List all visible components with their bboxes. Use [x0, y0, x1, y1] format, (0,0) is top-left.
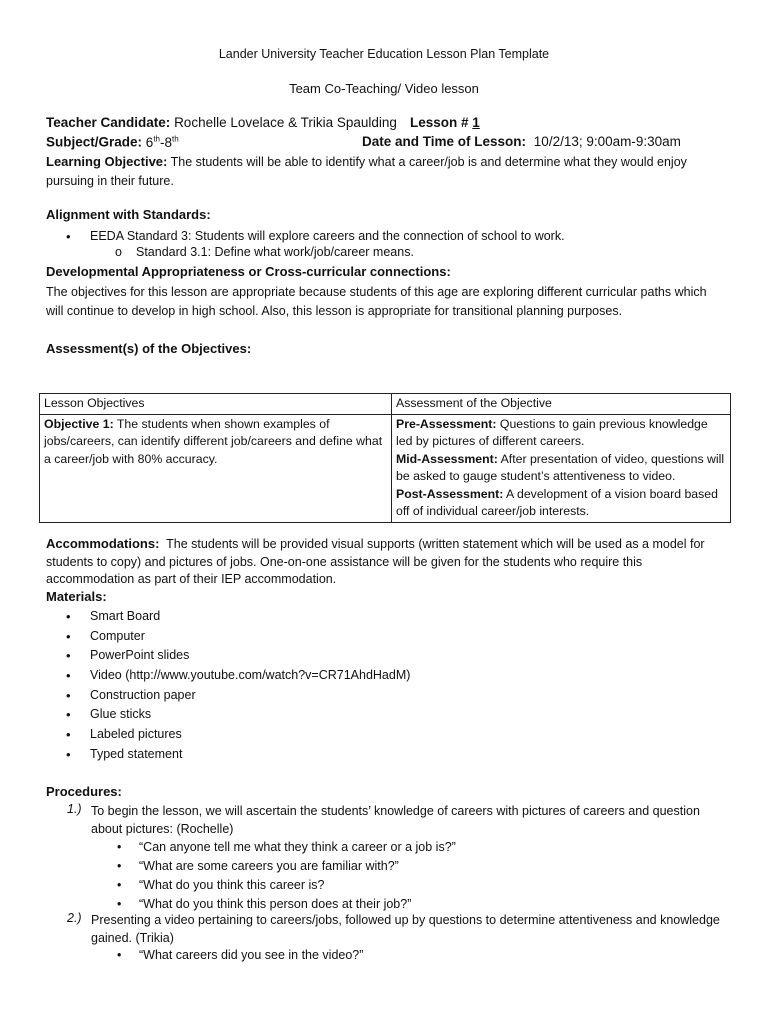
- procedure-step-2-text: Presenting a video pertaining to careers/jobs, followed up by questions to determine attentiveness and knowledge gained. (Trikia): [91, 913, 720, 945]
- assessment-heading: Assessment(s) of the Objectives:: [46, 341, 252, 356]
- materials-list: [66, 607, 410, 765]
- accommodations-text: The students will be provided visual supports (written statement which will be used as a model for students to copy) and pictures of jobs. One-on-one assistance will be given for the students who require this accommodation as part of their IEP accommodation.: [46, 537, 705, 586]
- procedures-heading: Procedures:: [46, 784, 122, 799]
- pre-assessment: Pre-Assessment: Questions to gain previous knowledge led by pictures of different careers.: [396, 416, 708, 448]
- objective-cell: Objective 1: The students when shown examples of jobs/careers, can identify different job/careers and define what a career/job with 80% accuracy.: [40, 414, 392, 522]
- assessment-cell: [392, 414, 731, 522]
- learning-objective: [46, 153, 726, 190]
- list-item: • Typed statement: [66, 745, 410, 765]
- post-assessment: Post-Assessment: A development of a vision board based off of individual career/job interests.: [396, 486, 718, 518]
- teacher-candidate-value: Rochelle Lovelace & Trikia Spaulding: [174, 115, 397, 130]
- learning-objective-label: Learning Objective:: [46, 154, 168, 169]
- subject-grade-label: Subject/Grade:: [46, 134, 143, 150]
- list-item: • Computer: [66, 627, 410, 647]
- list-item: • “What careers did you see in the video?”: [117, 946, 363, 965]
- list-item: • Glue sticks: [66, 705, 410, 725]
- list-item: • PowerPoint slides: [66, 646, 410, 666]
- developmental-text: The objectives for this lesson are appropriate because students of this age are exploring different curricular paths which will continue to develop in high school. Also, this lesson is appropriate for transitional planning purposes.: [46, 285, 707, 318]
- standards-list: [66, 227, 565, 247]
- accommodations: [46, 535, 726, 589]
- teacher-candidate-label: Teacher Candidate:: [46, 115, 171, 130]
- list-item: • Video (http://www.youtube.com/watch?v=CR71AhdHadM): [66, 666, 410, 686]
- lesson-number: [410, 115, 480, 130]
- grade-value: 6th-8th: [145, 134, 179, 150]
- table-header-lesson-objectives: Lesson Objectives: [40, 394, 392, 415]
- procedure-step-1-number: 1.): [67, 802, 82, 816]
- list-item: • “Can anyone tell me what they think a career or a job is?”: [117, 838, 456, 857]
- list-item: • Construction paper: [66, 686, 410, 706]
- standard-bullet: • EEDA Standard 3: Students will explore careers and the connection of school to work.: [66, 227, 565, 247]
- assessment-table: [39, 393, 731, 523]
- procedure-step-2-number: 2.): [67, 911, 82, 925]
- list-item: • Labeled pictures: [66, 725, 410, 745]
- list-item: • Smart Board: [66, 607, 410, 627]
- document-title: Lander University Teacher Education Lesson Plan Template: [218, 47, 550, 61]
- lesson-number-label: Lesson #: [410, 115, 469, 130]
- table-header-row: [40, 394, 731, 415]
- date-time-label: Date and Time of Lesson:: [362, 134, 527, 149]
- list-item: • “What do you think this person does at their job?”: [117, 895, 456, 914]
- lesson-number-value: 1: [472, 115, 480, 130]
- table-header-assessment: Assessment of the Objective: [392, 394, 731, 415]
- accommodations-label: Accommodations:: [46, 536, 160, 551]
- procedure-step-1-questions: [117, 838, 456, 914]
- procedure-step-1-text: To begin the lesson, we will ascertain the students’ knowledge of careers with pictures of careers and question about pictures: (Rochelle): [91, 804, 700, 836]
- standard-sub-bullet: o Standard 3.1: Define what work/job/career means.: [115, 245, 414, 259]
- subject-grade-line: [46, 134, 179, 150]
- document-subtitle: Team Co-Teaching/ Video lesson: [289, 81, 479, 96]
- materials-heading: Materials:: [46, 589, 107, 604]
- learning-objective-text: The students will be able to identify what a career/job is and determine what they would enjoy pursuing in their future.: [46, 155, 687, 188]
- date-time-value: 10/2/13; 9:00am-9:30am: [533, 134, 681, 149]
- standards-heading: Alignment with Standards:: [46, 207, 211, 222]
- date-time-line: [362, 134, 681, 149]
- table-row: [40, 414, 731, 522]
- developmental-heading: Developmental Appropriateness or Cross-curricular connections:: [46, 264, 451, 279]
- procedure-step-2-questions: [117, 946, 363, 965]
- teacher-candidate-line: [46, 115, 397, 130]
- list-item: • “What do you think this career is?: [117, 876, 456, 895]
- mid-assessment: Mid-Assessment: After presentation of video, questions will be asked to gauge student’s attentiveness to video.: [396, 451, 725, 483]
- list-item: • “What are some careers you are familiar with?”: [117, 857, 456, 876]
- circle-bullet-icon: o: [115, 245, 122, 259]
